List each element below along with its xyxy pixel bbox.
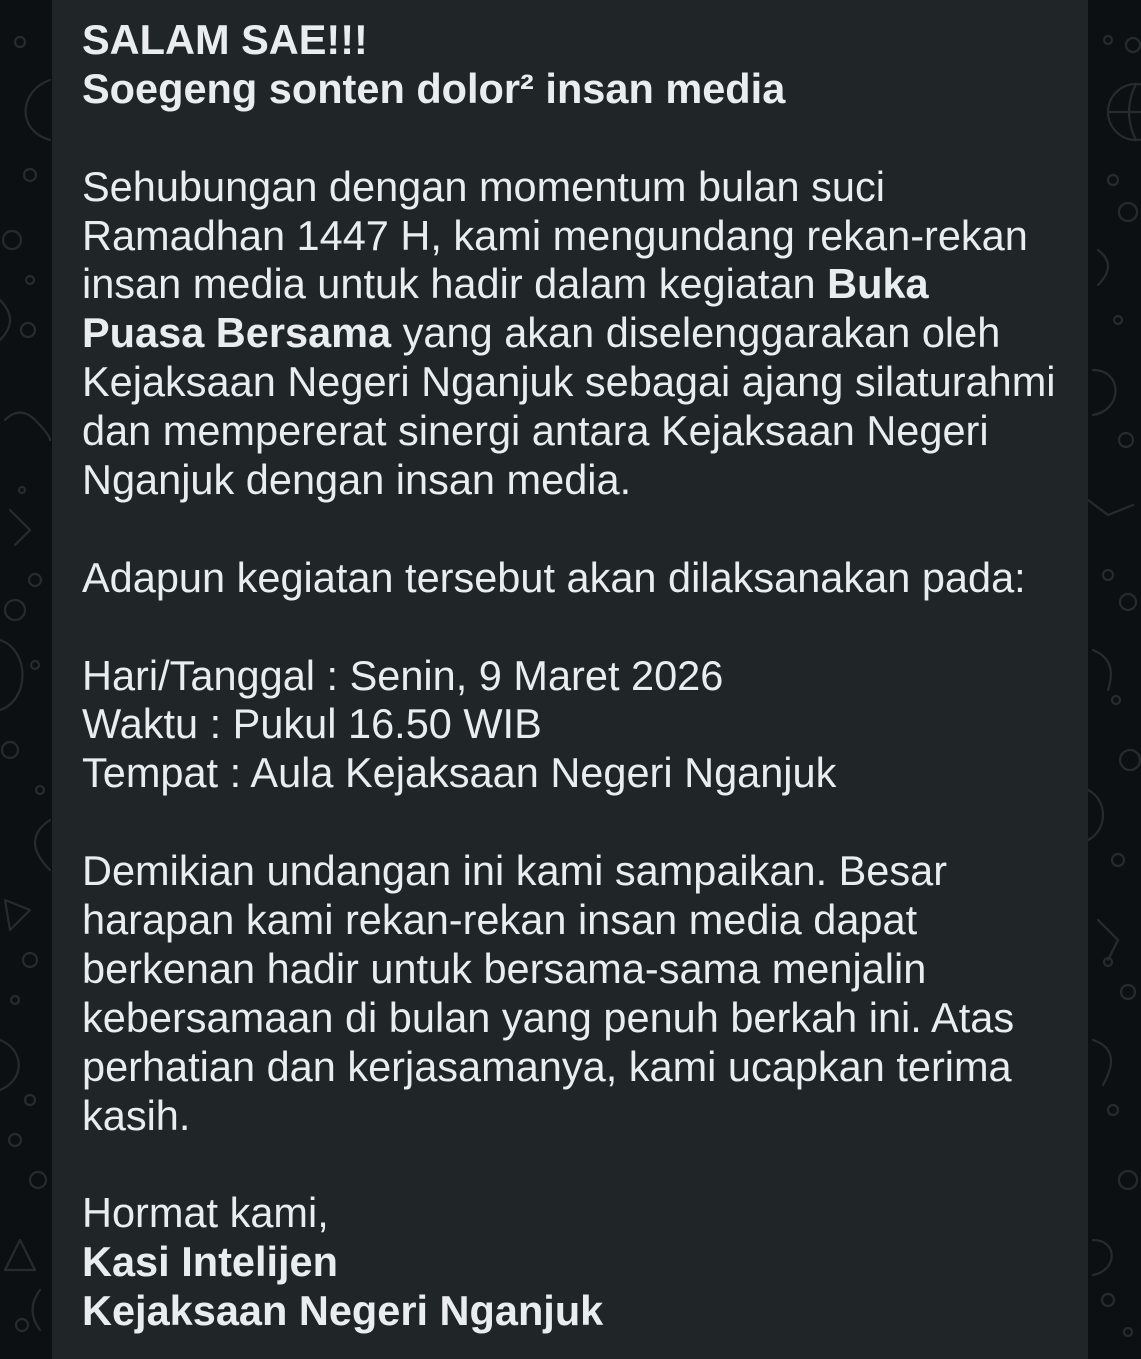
signature-salutation: Hormat kami, (82, 1189, 329, 1237)
doodle-circle (19, 487, 25, 493)
doodle-circle (1126, 38, 1140, 52)
doodle-triangle (5, 900, 30, 930)
intro-line-text: dan mempererat sinergi antara Kejaksaan Negeri (82, 407, 989, 455)
doodle-zigzag (1088, 500, 1133, 515)
doodle-curve (1093, 1040, 1111, 1085)
doodle-curve (1093, 370, 1116, 415)
doodle-circle (1104, 36, 1112, 44)
intro-line (82, 260, 1082, 309)
intro-line (82, 309, 1082, 358)
signature-title: Kasi Intelijen (82, 1238, 338, 1286)
doodle-circle (1108, 1105, 1118, 1115)
doodle-circle (21, 323, 35, 337)
signature-office: Kejaksaan Negeri Nganjuk (82, 1287, 604, 1335)
doodle-circle (1112, 696, 1120, 704)
doodle-circle (29, 574, 41, 586)
intro-line-text: yang akan diselenggarakan oleh (391, 309, 1001, 357)
doodle-curve (1088, 790, 1103, 840)
doodle-circle (1121, 985, 1135, 999)
doodle-circle (15, 37, 25, 47)
doodle-curve (33, 1290, 41, 1330)
doodle-circle (30, 1172, 46, 1188)
intro-line-text: Sehubungan dengan momentum bulan suci (82, 162, 885, 210)
intro-line-text: Nganjuk dengan insan media. (82, 456, 632, 504)
doodle-circle (23, 953, 37, 967)
doodle-curve (35, 820, 50, 870)
doodle-curve (1093, 1240, 1112, 1275)
intro-line (82, 407, 1082, 456)
doodle-circle (1120, 594, 1136, 610)
doodle-circle (1102, 1294, 1114, 1306)
incoming-message-bubble[interactable] (52, 0, 1088, 1359)
message-text (82, 16, 1082, 1336)
doodle-circle (9, 1134, 21, 1146)
closing-line: perhatian dan kerjasamanya, kami ucapkan terima (82, 1042, 1012, 1090)
doodle-circle (25, 1095, 35, 1105)
intro-line (82, 212, 1082, 261)
message-paragraph-schedule (82, 652, 1082, 799)
schedule-date-line: Hari/Tanggal : Senin, 9 Maret 2026 (82, 651, 724, 699)
message-paragraph-signature (82, 1189, 1082, 1336)
chat-wallpaper-doodles-right (1088, 0, 1141, 1359)
doodle-curve (26, 80, 50, 140)
doodle-zigzag (10, 510, 30, 545)
message-paragraph-schedule-intro (82, 554, 1082, 603)
schedule-time-line: Waktu : Pukul 16.50 WIB (82, 700, 542, 748)
message-paragraph-greeting (82, 16, 1082, 114)
greeting-line: SALAM SAE!!! (82, 16, 368, 63)
doodle-circle (1103, 570, 1113, 580)
doodle-circle (1120, 750, 1140, 770)
doodle-circle (1124, 1328, 1132, 1336)
intro-line (82, 456, 1082, 505)
message-paragraph-closing (82, 847, 1082, 1140)
message-paragraph-intro (82, 163, 1082, 505)
greeting-line: Soegeng sonten dolor² insan media (82, 64, 786, 112)
intro-line (82, 163, 1082, 212)
doodle-circle (1112, 854, 1124, 866)
doodle-wave (5, 413, 50, 441)
doodle-circle (3, 231, 21, 249)
doodle-curve (0, 300, 10, 340)
closing-line: kasih. (82, 1091, 191, 1139)
intro-line-text: insan media untuk hadir dalam kegiatan (82, 260, 828, 308)
chat-wallpaper-doodles-left (0, 0, 52, 1359)
doodle-circle (1119, 1171, 1137, 1189)
schedule-place-line: Tempat : Aula Kejaksaan Negeri Nganjuk (82, 749, 837, 797)
event-name-bold: Buka (827, 260, 929, 308)
doodle-circle (2, 742, 18, 758)
doodle-circle (1114, 316, 1122, 324)
closing-line: harapan kami rekan-rekan insan media dapat (82, 896, 918, 944)
closing-line: berkenan hadir untuk bersama-sama menjalin (82, 944, 927, 992)
doodle-zigzag (1098, 920, 1118, 960)
doodle-circle (24, 169, 36, 181)
doodle-curve (1098, 250, 1108, 285)
doodle-circle (1119, 433, 1133, 447)
intro-line (82, 358, 1082, 407)
doodle-triangle (5, 1240, 35, 1270)
doodle-curve (0, 1040, 19, 1090)
doodle-circle (1108, 175, 1118, 185)
closing-line: Demikian undangan ini kami sampaikan. Besar (82, 847, 948, 895)
closing-line: kebersamaan di bulan yang penuh berkah ini. Atas (82, 993, 1015, 1041)
doodle-globe-lines (1108, 84, 1141, 140)
doodle-circle (11, 996, 19, 1004)
intro-line-text: Kejaksaan Negeri Nganjuk sebagai ajang silaturahmi (82, 358, 1056, 406)
doodle-circle (16, 1319, 28, 1331)
doodle-curve (0, 640, 23, 710)
doodle-circle (31, 661, 39, 669)
schedule-intro-line: Adapun kegiatan tersebut akan dilaksanakan pada: (82, 553, 1026, 601)
intro-line-text: Ramadhan 1447 H, kami mengundang rekan-rekan (82, 211, 1028, 259)
doodle-circle (26, 276, 34, 284)
doodle-circle (5, 600, 25, 620)
doodle-circle (1119, 203, 1137, 221)
doodle-circle (36, 786, 44, 794)
doodle-curve (1093, 650, 1111, 690)
event-name-bold: Puasa Bersama (82, 309, 392, 357)
